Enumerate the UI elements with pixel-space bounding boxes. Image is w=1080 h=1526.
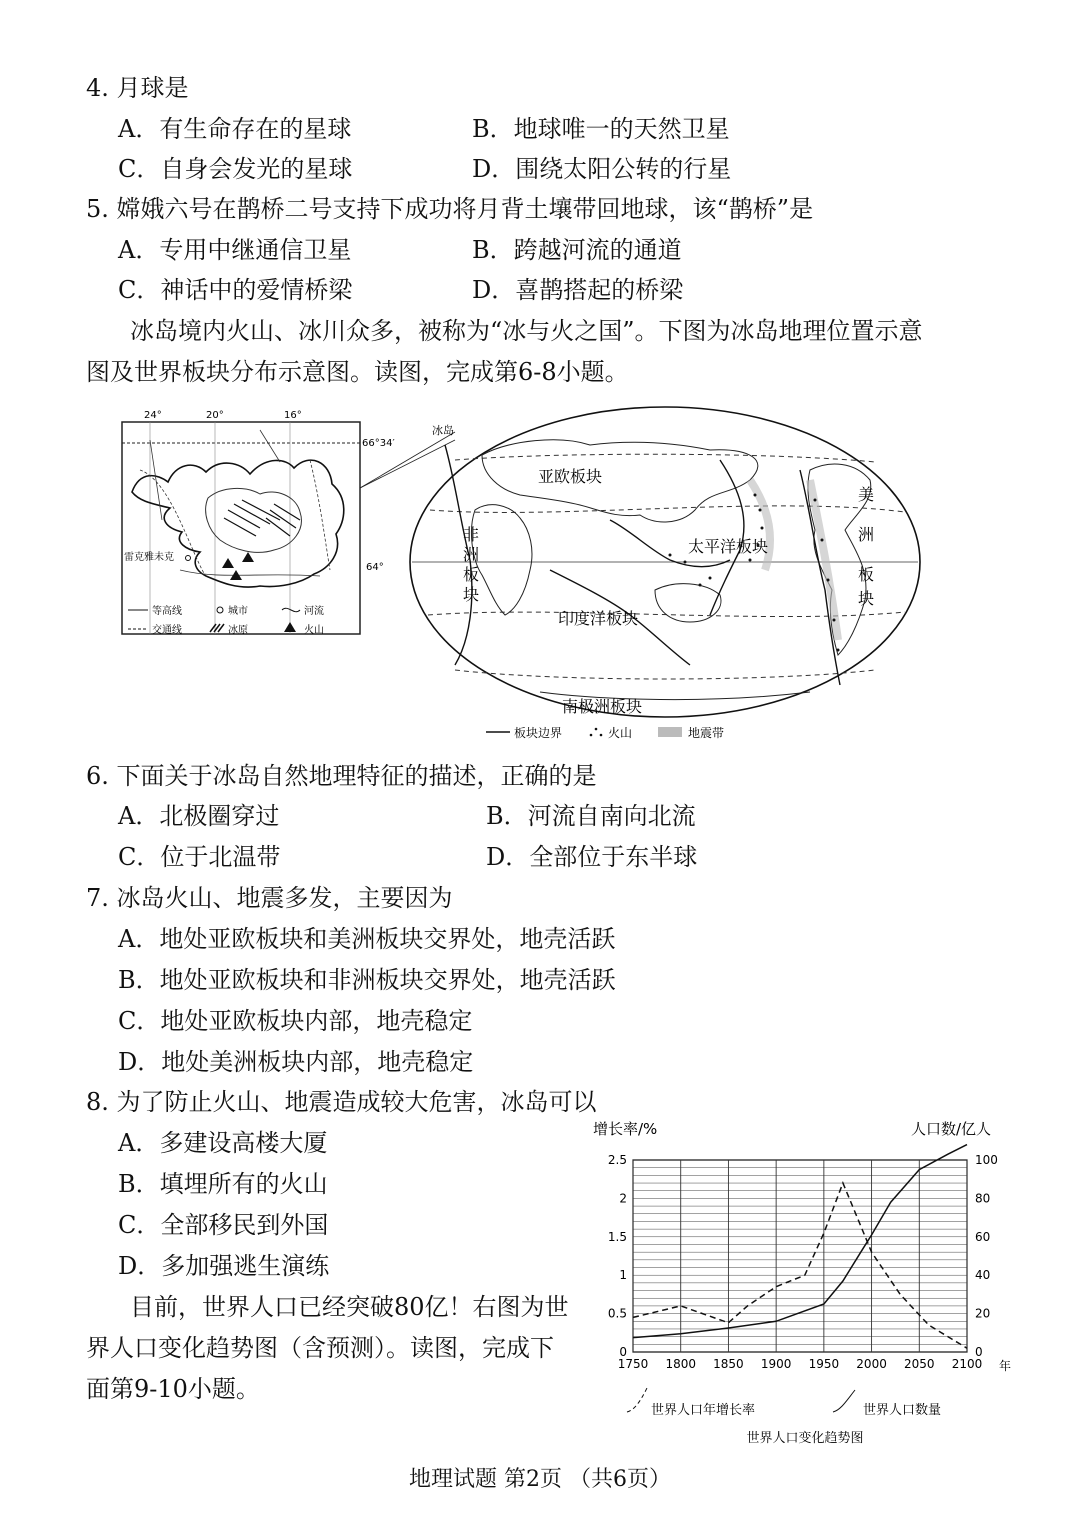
- y-left-tick-label: 2.5: [607, 1153, 627, 1167]
- legend-volcano: 火山: [304, 625, 324, 636]
- y-right-tick-label: 20: [975, 1306, 991, 1321]
- q6-option-d: D．全部位于东半球: [486, 843, 698, 871]
- iceland-inset-map: [122, 410, 395, 636]
- y-left-tick-label: 1: [619, 1268, 627, 1283]
- q7-stem: 7. 冰岛火山、地震多发，主要因为: [86, 884, 453, 912]
- q8-option-c: C．全部移民到外国: [118, 1211, 329, 1239]
- q5-stem: 5. 嫦娥六号在鹊桥二号支持下成功将月背土壤带回地球，该“鹊桥”是: [86, 195, 814, 223]
- legend-contour: 等高线: [152, 606, 182, 617]
- y-right-tick-label: 40: [975, 1268, 991, 1283]
- plate-american-2: 洲: [858, 525, 875, 544]
- plate-pacific: 太平洋板块: [688, 537, 769, 556]
- legend-city: 城市: [228, 606, 248, 617]
- q6-option-c: C．位于北温带: [118, 843, 281, 871]
- q7-option-b: B．地处亚欧板块和非洲板块交界处，地壳活跃: [118, 966, 616, 994]
- lat-label-64: 64°: [366, 562, 384, 573]
- population-trend-chart: [585, 1110, 1025, 1450]
- q8-option-d: D．多加强逃生演练: [118, 1252, 330, 1280]
- legend-road: 交通线: [152, 625, 182, 636]
- maps-figure: [110, 400, 930, 750]
- intro1-line2: 图及世界板块分布示意图。读图，完成第6-8小题。: [86, 358, 629, 386]
- world-plate-map: [410, 407, 920, 740]
- x-tick-label: 1950: [808, 1357, 840, 1371]
- plate-african-2: 洲: [463, 545, 480, 564]
- q6-option-a: A．北极圈穿过: [118, 802, 280, 830]
- chart-legend: [627, 1388, 941, 1418]
- growth-rate-series-line: [633, 1183, 967, 1348]
- x-tick-label: 1750: [617, 1357, 649, 1371]
- plate-american-3: 板: [858, 565, 875, 584]
- x-tick-label: 1800: [665, 1357, 696, 1371]
- y-right-tick-label: 80: [975, 1191, 991, 1206]
- q4-stem: 4. 月球是: [86, 74, 189, 102]
- plate-indian: 印度洋板块: [558, 609, 639, 628]
- y-left-tick-label: 0.5: [607, 1306, 627, 1321]
- x-tick-label: 2000: [856, 1357, 887, 1371]
- intro2-line1: 目前，世界人口已经突破80亿！右图为世: [130, 1293, 569, 1321]
- y-left-tick-label: 0: [619, 1345, 627, 1359]
- q5-option-a: A．专用中继通信卫星: [118, 236, 352, 264]
- iceland-label: 冰岛: [432, 424, 454, 437]
- lat-label-arctic: 66°34′: [362, 438, 395, 449]
- q7-option-a: A．地处亚欧板块和美洲板块交界处，地壳活跃: [118, 925, 616, 953]
- intro2-line3: 面第9-10小题。: [86, 1375, 260, 1403]
- lon-label-24: 24°: [144, 410, 162, 421]
- q5-option-c: C．神话中的爱情桥梁: [118, 276, 353, 304]
- plot-frame: [633, 1160, 967, 1352]
- y-right-tick-label: 0: [975, 1345, 983, 1359]
- q4-option-b: B．地球唯一的天然卫星: [472, 115, 730, 143]
- q5-option-d: D．喜鹊搭起的桥梁: [472, 276, 684, 304]
- lon-label-16: 16°: [284, 410, 302, 421]
- y-right-tick-label: 60: [975, 1229, 991, 1244]
- y-left-tick-label: 2: [619, 1191, 627, 1206]
- legend-world-volcano: 火山: [608, 726, 633, 740]
- legend-glacier: 冰原: [228, 625, 248, 636]
- x-tick-label: 1900: [760, 1357, 792, 1371]
- y-left-tick-label: 1.5: [607, 1229, 627, 1244]
- x-tick-label: 2050: [904, 1357, 935, 1371]
- legend-quake: 地震带: [688, 726, 725, 740]
- world-legend: [486, 725, 724, 740]
- plate-african-3: 板: [463, 565, 480, 584]
- city-marker: [186, 556, 191, 561]
- q6-stem: 6. 下面关于冰岛自然地理特征的描述，正确的是: [86, 762, 597, 790]
- plate-african-1: 非: [463, 525, 480, 544]
- x-tick-label: 1850: [713, 1357, 744, 1371]
- plate-african-4: 块: [463, 585, 480, 604]
- x-tick-label: 2100: [951, 1357, 983, 1371]
- y-right-tick-label: 100: [975, 1153, 998, 1167]
- page-footer: 地理试题 第2页 （共6页）: [409, 1467, 671, 1492]
- legend-growth-rate: 世界人口年增长率: [651, 1403, 756, 1418]
- plate-eurasian: 亚欧板块: [538, 467, 603, 486]
- legend-river: 河流: [304, 606, 324, 617]
- q8-option-b: B．填埋所有的火山: [118, 1170, 328, 1198]
- plate-antarctic: 南极洲板块: [562, 697, 643, 716]
- legend-population: 世界人口数量: [863, 1403, 942, 1418]
- intro1-line1: 冰岛境内火山、冰川众多，被称为“冰与火之国”。下图为冰岛地理位置示意: [130, 317, 923, 345]
- population-series-line: [633, 1145, 967, 1338]
- q4-option-a: A．有生命存在的星球: [118, 115, 352, 143]
- y-left-label: 增长率/%: [593, 1120, 658, 1138]
- plate-american-4: 块: [858, 589, 875, 608]
- x-unit-label: 年: [999, 1359, 1012, 1373]
- city-label: 雷克雅未克: [124, 552, 174, 563]
- q5-option-b: B．跨越河流的通道: [472, 236, 682, 264]
- legend-boundary: 板块边界: [514, 726, 563, 740]
- q8-option-a: A．多建设高楼大厦: [118, 1129, 328, 1157]
- y-right-label: 人口数/亿人: [911, 1120, 992, 1138]
- q7-option-d: D．地处美洲板块内部，地壳稳定: [118, 1048, 474, 1076]
- chart-title: 世界人口变化趋势图: [746, 1431, 864, 1446]
- q4-option-d: D．围绕太阳公转的行星: [472, 155, 732, 183]
- intro2-line2: 界人口变化趋势图（含预测）。读图，完成下: [86, 1334, 554, 1362]
- q4-option-c: C．自身会发光的星球: [118, 155, 353, 183]
- plate-american-1: 美: [858, 485, 875, 504]
- q8-stem: 8. 为了防止火山、地震造成较大危害，冰岛可以: [86, 1088, 597, 1116]
- q7-option-c: C．地处亚欧板块内部，地壳稳定: [118, 1007, 473, 1035]
- lon-label-20: 20°: [206, 410, 224, 421]
- q6-option-b: B．河流自南向北流: [486, 802, 696, 830]
